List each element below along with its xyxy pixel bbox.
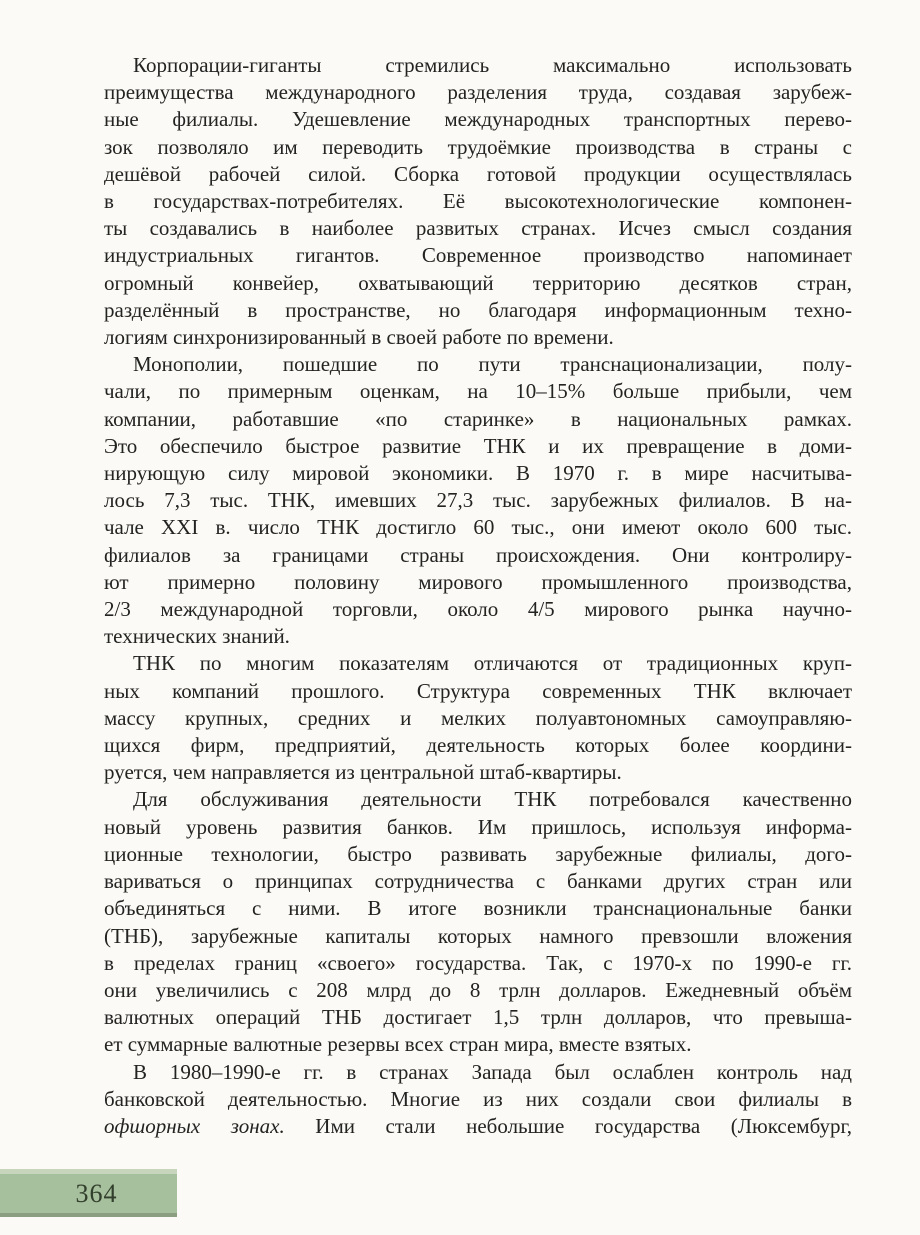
text-line: руется, чем направляется из центральной штаб-квартиры. [104,760,622,785]
italic-phrase: офшорных зонах. [104,1113,285,1138]
paragraph [104,52,852,351]
text-line: ные филиалы. Удешевление международных транспортных перево- [104,107,852,132]
text-line: банковской деятельностью. Многие из них создали свои филиалы в [104,1086,852,1111]
text-line: вариваться о принципах сотрудничества с банками других стран или [104,869,852,894]
text-line: разделённый в пространстве, но благодаря информационным техно- [104,297,852,322]
text-line: новый уровень развития банков. Им пришлось, используя информа- [104,814,852,839]
text-line: преимущества международного разделения труда, создавая зарубеж- [104,80,852,105]
text-line: нирующую силу мировой экономики. В 1970 г. в мире насчитыва- [104,461,852,486]
text-line: филиалов за границами страны происхождения. Они контролиру- [104,542,852,567]
text-line: чали, по примерным оценкам, на 10–15% больше прибыли, чем [104,379,852,404]
text-line: огромный конвейер, охватывающий территорию десятков стран, [104,270,852,295]
text-line: ных компаний прошлого. Структура современных ТНК включает [104,678,852,703]
text-line: лось 7,3 тыс. ТНК, имевших 27,3 тыс. зарубежных филиалов. В на- [104,488,852,513]
text-line: технических знаний. [104,624,290,649]
paragraph [104,351,852,650]
text-line: объединяться с ними. В итоге возникли транснациональные банки [104,896,852,921]
text-line: они увеличились с 208 млрд до 8 трлн долларов. Ежедневный объём [104,977,852,1002]
text-line: массу крупных, средних и мелких полуавтономных самоуправляю- [104,705,852,730]
text-line: индустриальных гигантов. Современное производство напоминает [104,243,852,268]
paragraph [104,1059,852,1141]
text-line: 2/3 международной торговли, около 4/5 мирового рынка научно- [104,597,852,622]
text-line: (ТНБ), зарубежные капиталы которых намного превзошли вложения [104,923,852,948]
text-line: в государствах-потребителях. Её высокотехнологические компонен- [104,189,852,214]
text-line [104,1113,852,1140]
text-line: Для обслуживания деятельности ТНК потребовался качественно [133,787,852,812]
text-line: В 1980–1990-е гг. в странах Запада был ослаблен контроль над [133,1059,852,1084]
text-line: в пределах границ «своего» государства. Так, с 1970-х по 1990-е гг. [104,950,852,975]
text-line: Монополии, пошедшие по пути транснационализации, полу- [133,352,852,377]
text-line: валютных операций ТНБ достигает 1,5 трлн долларов, что превыша- [104,1005,852,1030]
page-number-box [0,1169,177,1217]
text-line: логиям синхронизированный в своей работе по времени. [104,325,614,350]
paragraph [104,650,852,786]
text-line: щихся фирм, предприятий, деятельность которых более координи- [104,733,852,758]
text-line: ты создавались в наиболее развитых странах. Исчез смысл создания [104,216,852,241]
text-line: ет суммарные валютные резервы всех стран мира, вместе взятых. [104,1032,692,1057]
text-block [104,52,852,1140]
text-line: зок позволяло им переводить трудоёмкие производства в страны с [104,134,852,159]
text-line: Корпорации-гиганты стремились максимально использовать [133,53,852,77]
text-line: Это обеспечило быстрое развитие ТНК и их превращение в доми- [104,433,852,458]
text-line: ТНК по многим показателям отличаются от традиционных круп- [133,651,852,676]
text-segment: Ими стали небольшие государства (Люксембург, [284,1113,852,1138]
page-number: 364 [75,1178,118,1208]
text-line: ционные технологии, быстро развивать зарубежные филиалы, дого- [104,841,852,866]
text-line: дешёвой рабочей силой. Сборка готовой продукции осуществлялась [104,161,852,186]
text-line: чале XXI в. число ТНК достигло 60 тыс., они имеют около 600 тыс. [104,515,852,540]
paragraph [104,786,852,1058]
text-line: ют примерно половину мирового промышленного производства, [104,569,852,594]
text-line: компании, работавшие «по старинке» в национальных рамках. [104,406,852,431]
